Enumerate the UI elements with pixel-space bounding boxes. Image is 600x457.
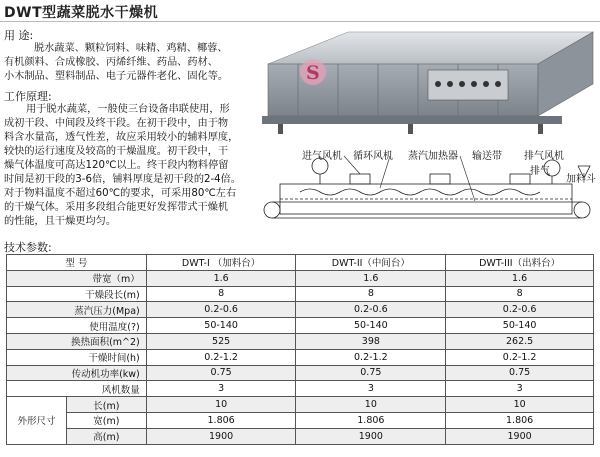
table-cell: 3	[146, 381, 296, 397]
table-header-cell: DWT-II（中间台）	[296, 255, 446, 271]
principle-line: 用于脱水蔬菜，一般使三台设备串联使用，形	[26, 104, 230, 115]
table-cell: 8	[446, 286, 594, 302]
table-cell: 3	[446, 381, 594, 397]
table-row	[7, 412, 594, 428]
row-label: 宽(m)	[66, 412, 146, 428]
row-label: 高(m)	[66, 428, 146, 444]
principle-line: 较快的运行速度及较高的干燥温度。初干段中，干	[4, 146, 229, 157]
table-cell: 1.6	[146, 270, 296, 286]
table-cell: 0.2-0.6	[146, 302, 296, 318]
table-cell: 0.2-0.6	[446, 302, 594, 318]
svg-text:S: S	[306, 62, 320, 84]
table-header-row	[7, 255, 594, 271]
table-row	[7, 318, 594, 334]
table-row	[7, 302, 594, 318]
row-label: 使用温度(?)	[7, 318, 147, 334]
table-cell: 1.806	[296, 412, 446, 428]
page-title: DWT型蔬菜脱水干燥机	[4, 5, 159, 21]
row-label: 干燥段长(m)	[7, 286, 147, 302]
principle-text	[4, 103, 241, 229]
principle-line: 料含水量高，透气性差，故应采用较小的辅料厚度，	[4, 132, 239, 143]
label-circulation-fan: 循环风机	[353, 151, 393, 162]
spec-table	[6, 254, 594, 445]
table-cell: 50-140	[146, 318, 296, 334]
table-cell: 1900	[296, 428, 446, 444]
table-header-cell: DWT-I （加料台）	[146, 255, 296, 271]
row-label: 蒸汽压力(Mpa)	[7, 302, 147, 318]
label-inlet-fan: 进气风机	[302, 151, 342, 162]
table-cell: 50-140	[296, 318, 446, 334]
table-cell: 10	[146, 397, 296, 413]
usage-line: 有机颜料、合成橡胶、丙烯纤维、药品、药材、	[4, 57, 218, 68]
table-row	[7, 365, 594, 381]
table-header-cell: 型 号	[7, 255, 147, 271]
table-row	[7, 333, 594, 349]
table-cell: 525	[146, 333, 296, 349]
table-row	[7, 428, 594, 444]
table-cell: 3	[296, 381, 446, 397]
usage-text	[4, 42, 229, 84]
row-label: 换热面积(m^2)	[7, 333, 147, 349]
tech-params-heading: 技术参数:	[4, 241, 52, 254]
usage-line: 小木制品、塑料制品、电子元器件老化、固化等。	[4, 71, 229, 82]
table-row	[7, 286, 594, 302]
table-cell: 0.2-0.6	[296, 302, 446, 318]
table-row	[7, 397, 594, 413]
row-label: 干燥时间(h)	[7, 349, 147, 365]
table-cell: 0.2-1.2	[146, 349, 296, 365]
table-cell: 8	[146, 286, 296, 302]
table-cell: 0.2-1.2	[446, 349, 594, 365]
principle-heading: 工作原理:	[4, 90, 52, 103]
label-steam-heater: 蒸汽加热器	[408, 151, 458, 162]
table-cell: 1.6	[446, 270, 594, 286]
principle-line: 对于物料温度不超过60℃的要求，可采用80℃左右	[4, 188, 237, 199]
row-label: 长(m)	[66, 397, 146, 413]
table-cell: 1.806	[146, 412, 296, 428]
table-header-cell: DWT-III（出料台）	[446, 255, 594, 271]
table-cell: 1900	[146, 428, 296, 444]
table-cell: 50-140	[446, 318, 594, 334]
table-cell: 10	[296, 397, 446, 413]
label-exhaust-fan: 排气风机	[524, 151, 564, 162]
table-cell: 1.6	[296, 270, 446, 286]
table-cell: 1.806	[446, 412, 594, 428]
row-label: 风机数量	[7, 381, 147, 397]
principle-line: 燥气体温度可高达120℃以上。终干段内物料停留	[4, 160, 229, 171]
principle-line: 的干燥气体。采用多段组合能更好发挥带式干燥机	[4, 202, 229, 213]
dimensions-label: 外形尺寸	[7, 397, 67, 444]
table-cell: 1900	[446, 428, 594, 444]
table-cell: 262.5	[446, 333, 594, 349]
row-label: 传动机功率(kw)	[7, 365, 147, 381]
dryer-machine-photo	[258, 24, 598, 134]
table-row	[7, 349, 594, 365]
label-exhaust: 排气	[530, 166, 550, 177]
row-label: 带宽（m）	[7, 270, 147, 286]
label-conveyor: 输送带	[472, 151, 502, 162]
principle-line: 时间是初干段的3-6倍，铺料厚度是初干段的2-4倍。	[4, 174, 242, 185]
principle-line: 成初干段、中间段及终干段。在初干段中，由于物	[4, 118, 229, 129]
table-cell: 0.2-1.2	[296, 349, 446, 365]
table-cell: 0.75	[446, 365, 594, 381]
label-hopper: 加料斗	[566, 174, 596, 185]
usage-line: 脱水蔬菜、颗粒饲料、味精、鸡精、椰蓉、	[34, 43, 228, 54]
principle-line: 的性能，且干燥更均匀。	[4, 216, 117, 227]
table-row	[7, 381, 594, 397]
title-divider	[0, 21, 600, 22]
usage-heading: 用 途:	[4, 29, 34, 42]
table-cell: 0.75	[296, 365, 446, 381]
table-cell: 0.75	[146, 365, 296, 381]
table-cell: 8	[296, 286, 446, 302]
table-row	[7, 270, 594, 286]
table-cell: 398	[296, 333, 446, 349]
watermark-logo-icon	[300, 59, 326, 85]
table-cell: 10	[446, 397, 594, 413]
